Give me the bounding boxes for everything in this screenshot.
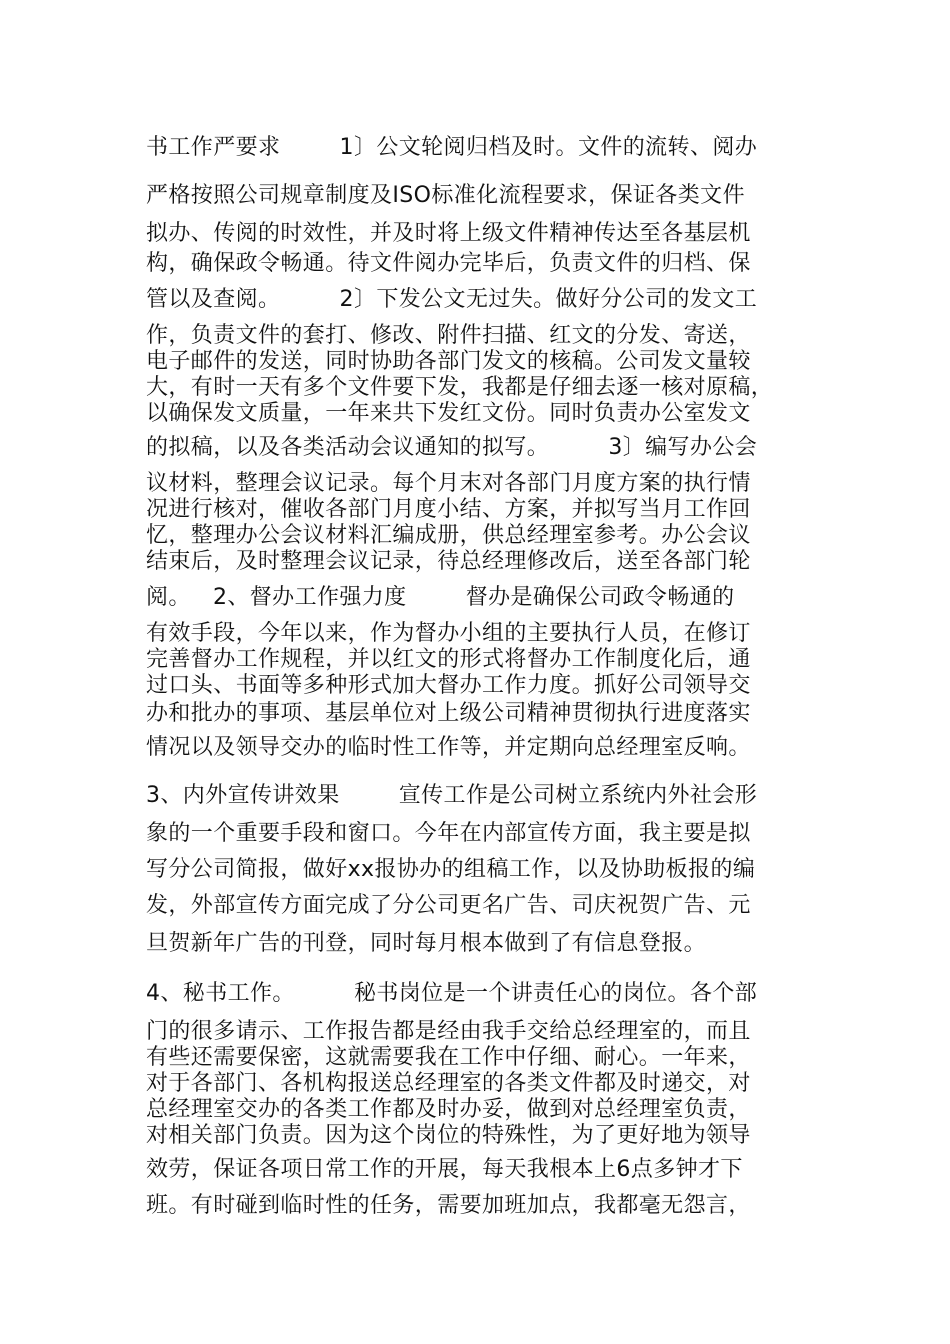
text-line: 电子邮件的发送，同时协助各部门发文的核稿。公司发文量较 bbox=[146, 349, 751, 374]
text-line: 结束后，及时整理会议记录，待总经理修改后，送至各部门轮 bbox=[146, 549, 751, 574]
text-line: 有些还需要保密，这就需要我在工作中仔细、耐心。一年来， bbox=[146, 1045, 751, 1070]
text-line: 况进行核对，催收各部门月度小结、方案，并拟写当月工作回 bbox=[146, 497, 751, 522]
text-line: 书工作严要求 1〕公文轮阅归档及时。文件的流转、阅办 bbox=[146, 135, 758, 160]
text-line: 的拟稿，以及各类活动会议通知的拟写。 3〕编写办公会 bbox=[146, 435, 758, 460]
text-line: 完善督办工作规程，并以红文的形式将督办工作制度化后，通 bbox=[146, 647, 751, 672]
text-line: 作，负责文件的套打、修改、附件扫描、红文的分发、寄送， bbox=[146, 323, 751, 348]
text-line: 总经理室交办的各类工作都及时办妥，做到对总经理室负责， bbox=[146, 1097, 751, 1122]
text-line: 效劳，保证各项日常工作的开展，每天我根本上6点多钟才下 bbox=[146, 1157, 743, 1182]
text-line: 以确保发文质量，一年来共下发红文份。同时负责办公室发文 bbox=[146, 401, 751, 426]
text-line: 过口头、书面等多种形式加大督办工作力度。抓好公司领导交 bbox=[146, 673, 751, 698]
text-line: 管以及查阅。 2〕下发公文无过失。做好分公司的发文工 bbox=[146, 287, 758, 312]
text-line: 办和批办的事项、基层单位对上级公司精神贯彻执行进度落实 bbox=[146, 701, 751, 726]
text-line: 象的一个重要手段和窗口。今年在内部宣传方面，我主要是拟 bbox=[146, 821, 751, 846]
text-line: 阅。 2、督办工作强力度 督办是确保公司政令畅通的 bbox=[146, 585, 735, 610]
text-line: 写分公司简报，做好xx报协办的组稿工作，以及协助板报的编 bbox=[146, 857, 756, 882]
text-line: 4、秘书工作。 秘书岗位是一个讲责任心的岗位。各个部 bbox=[146, 981, 758, 1006]
text-line: 旦贺新年广告的刊登，同时每月根本做到了有信息登报。 bbox=[146, 931, 707, 956]
text-line: 对于各部门、各机构报送总经理室的各类文件都及时递交，对 bbox=[146, 1071, 751, 1096]
text-line: 严格按照公司规章制度及ISO标准化流程要求，保证各类文件 bbox=[146, 183, 745, 208]
text-line: 忆，整理办公会议材料汇编成册，供总经理室参考。办公会议 bbox=[146, 523, 751, 548]
text-line: 大，有时一天有多个文件要下发，我都是仔细去逐一核对原稿， bbox=[146, 375, 774, 400]
text-line: 构，确保政令畅通。待文件阅办完毕后，负责文件的归档、保 bbox=[146, 251, 751, 276]
text-line: 情况以及领导交办的临时性工作等，并定期向总经理室反响。 bbox=[146, 735, 751, 760]
text-line: 门的很多请示、工作报告都是经由我手交给总经理室的，而且 bbox=[146, 1019, 751, 1044]
text-line: 对相关部门负责。因为这个岗位的特殊性，为了更好地为领导 bbox=[146, 1123, 751, 1148]
text-line: 班。有时碰到临时性的任务，需要加班加点，我都毫无怨言， bbox=[146, 1193, 751, 1218]
text-line: 有效手段，今年以来，作为督办小组的主要执行人员，在修订 bbox=[146, 621, 751, 646]
text-line: 发，外部宣传方面完成了分公司更名广告、司庆祝贺广告、元 bbox=[146, 893, 751, 918]
text-line: 拟办、传阅的时效性，并及时将上级文件精神传达至各基层机 bbox=[146, 221, 751, 246]
text-line: 议材料，整理会议记录。每个月末对各部门月度方案的执行情 bbox=[146, 471, 751, 496]
text-line: 3、内外宣传讲效果 宣传工作是公司树立系统内外社会形 bbox=[146, 783, 758, 808]
